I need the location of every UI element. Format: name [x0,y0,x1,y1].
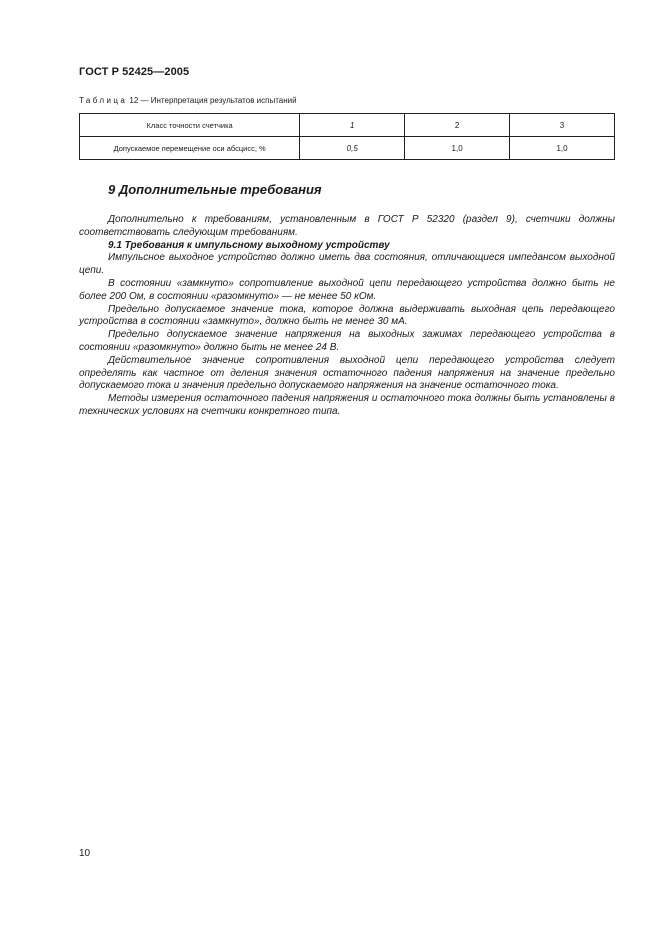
table-cell: 1,0 [510,137,615,160]
paragraph: Дополнительно к требованиям, установленным в ГОСТ Р 52320 (раздел 9), счетчики должны соответствовать следующим требованиям. [79,214,615,238]
paragraph: Предельно допускаемое значение тока, которое должна выдерживать выходная цепь передающего устройства в состоянии «замкнуто», должно быть не менее 30 мА. [79,303,615,328]
paragraph: Предельно допускаемое значение напряжения на выходных зажимах передающего устройства в состоянии «разомкнуто» должно быть не менее 24 В. [79,329,615,353]
paragraph: В состоянии «замкнуто» сопротивление выходной цепи передающего устройства должно быть не более 200 Ом, в состоянии «разомкнуто» — не менее 50 кОм. [79,277,615,302]
table-caption-text: 12 — Интерпретация результатов испытаний [129,96,297,105]
paragraph: Действительное значение сопротивления выходной цепи передающего устройства следует определять как частное от деления значения остаточного падения напряжения на значение предельно допускаемого тока и значения предельно допускаемого напряжения на значение остаточного тока. [79,354,615,392]
results-table [79,113,615,160]
table-row [80,137,615,160]
paragraph: Методы измерения остаточного падения напряжения и остаточного тока должны быть установлены в технических условиях на счетчики конкретного типа. [79,393,615,417]
table-cell: 1 [300,114,405,137]
table-cell: 2 [405,114,510,137]
row-label-abscissa-shift: Допускаемое перемещение оси абсцисс, % [80,137,300,160]
row-label-accuracy-class: Класс точности счетчика [80,114,300,137]
paragraph: Импульсное выходное устройство должно иметь два состояния, отличающиеся импедансом выходной цепи. [79,252,615,277]
subsection-heading: 9.1 Требования к импульсному выходному устройству [108,239,390,251]
table-caption [79,96,297,105]
table-cell: 0,5 [300,137,405,160]
document-code: ГОСТ Р 52425—2005 [79,66,190,78]
table-cell: 1,0 [405,137,510,160]
section-title: 9 Дополнительные требования [108,182,322,197]
table-cell: 3 [510,114,615,137]
page-number: 10 [79,848,91,859]
table-row [80,114,615,137]
section-body [79,214,615,419]
table-caption-prefix: Таблица [79,96,128,105]
